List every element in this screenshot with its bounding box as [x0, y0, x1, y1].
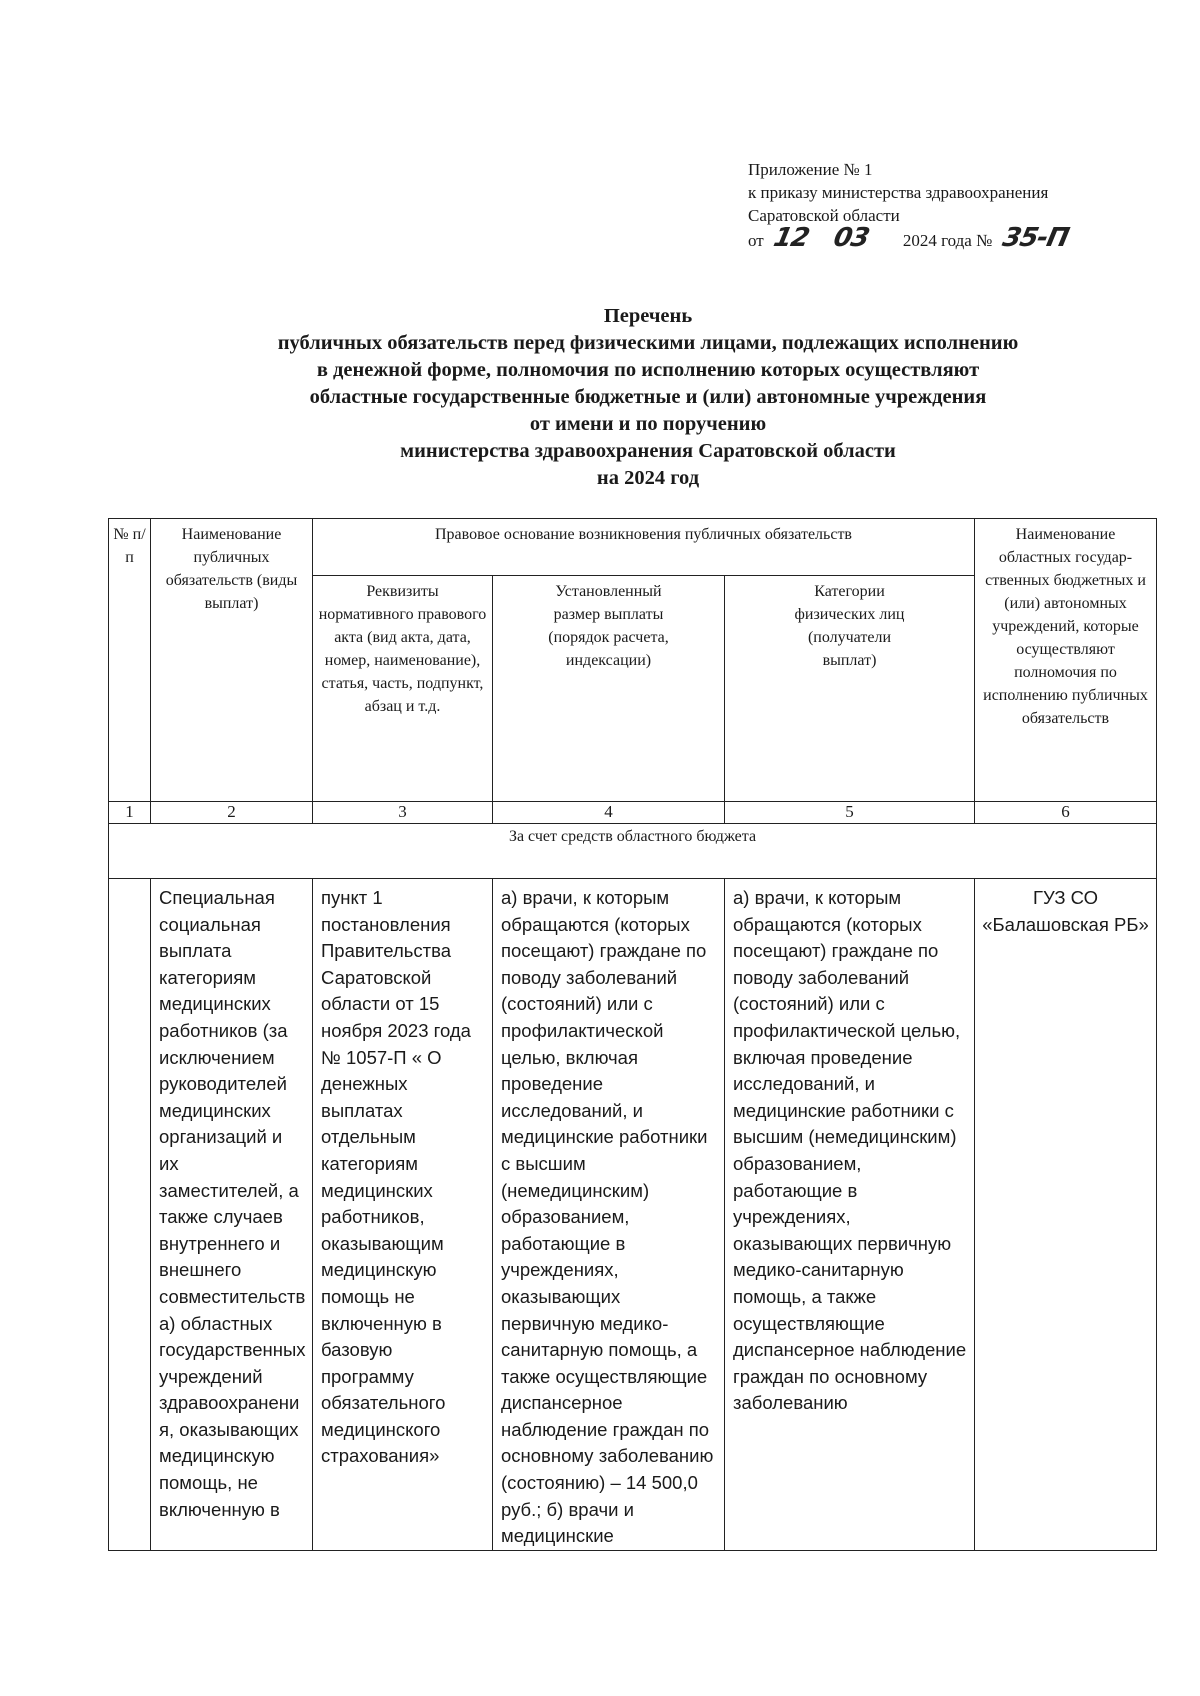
column-number: 5	[725, 802, 975, 824]
appendix-line-3: Саратовской области	[748, 206, 900, 225]
column-number: 2	[151, 802, 313, 824]
header-payment-amount: Установленный размер выплаты (порядок расчета, индексации)	[493, 576, 725, 802]
header-obligation-name: Наименование публичных обязательств (виды выплат)	[151, 519, 313, 802]
handwritten-day: 12	[770, 223, 812, 253]
title-line: областные государственные бюджетные и (или) автономные учреждения	[309, 386, 987, 408]
cell-payment-amount: а) врачи, к которым обращаются (которых посещают) граждане по поводу заболеваний (состояний) или с профилактической целью, включая проведение исследований, и медицинские работники с высшим (немедицинским) образованием, работающие в учреждениях, оказывающих первичную медико-санитарную помощь, а также осуществляющие диспансерное наблюдение граждан по основному заболеванию (состоянию) – 14 500,0 руб.; б) врачи и медицинские	[493, 879, 725, 1551]
title-line: в денежной форме, полномочия по исполнению которых осуществляют	[316, 359, 980, 381]
header-row-1	[109, 519, 1157, 576]
appendix-line-2: к приказу министерства здравоохранения	[748, 183, 1049, 202]
header-recipients: Категории физических лиц (получатели выплат)	[725, 576, 975, 802]
title-line: от имени и по поручению	[529, 413, 767, 435]
header-number: № п/п	[109, 519, 151, 802]
column-number: 6	[975, 802, 1157, 824]
column-number: 3	[313, 802, 493, 824]
table-row	[109, 879, 1157, 1551]
year-text: 2024 года	[902, 231, 972, 250]
header-legal-basis: Правовое основание возникновения публичных обязательств	[313, 519, 975, 576]
column-number: 4	[493, 802, 725, 824]
handwritten-month: 03	[831, 223, 872, 253]
title-line: министерства здравоохранения Саратовской области	[400, 440, 896, 462]
section-title: За счет средств областного бюджета	[109, 824, 1157, 879]
number-label: №	[976, 231, 993, 250]
header-institutions: Наименование областных государ-ственных бюджетных и (или) автономных учреждений, которые осуществляют полномочия по исполнению публичных обязательств	[975, 519, 1157, 802]
cell-institution: ГУЗ СО «Балашовская РБ»	[975, 879, 1157, 1551]
document-title	[200, 303, 1096, 492]
obligations-table	[108, 518, 1157, 1551]
cell-number	[109, 879, 151, 1551]
column-numbers-row	[109, 802, 1157, 824]
cell-recipients: а) врачи, к которым обращаются (которых посещают) граждане по поводу заболеваний (состояний) или с профилактической целью, включая проведение исследований, и медицинские работники с высшим (немедицинским) образованием, работающие в учреждениях, оказывающих первичную медико-санитарную помощь, а также осуществляющие диспансерное наблюдение граждан по основному заболеванию	[725, 879, 975, 1551]
title-line: на 2024 год	[596, 467, 700, 489]
cell-act-details: пункт 1 постановления Правительства Саратовской области от 15 ноября 2023 года № 1057-П « О денежных выплатах отдельным категориям медицинских работников, оказывающим медицинскую помощь не включенную в базовую программу обязательного медицинского страхования»	[313, 879, 493, 1551]
appendix-date-line	[748, 223, 1071, 253]
header-act-details: Реквизиты нормативного правового акта (вид акта, дата, номер, наименование), статья, часть, подпункт, абзац и т.д.	[313, 576, 493, 802]
title-line: публичных обязательств перед физическими лицами, подлежащих исполнению	[277, 332, 1019, 354]
title-line: Перечень	[603, 305, 693, 327]
appendix-line-1: Приложение № 1	[748, 160, 873, 179]
column-number: 1	[109, 802, 151, 824]
cell-obligation-name: Специальная социальная выплата категориям медицинских работников (за исключением руководителей медицинских организаций и их заместителей, а также случаев внутреннего и внешнего совместительства) областных государственных учреждений здравоохранения, оказывающих медицинскую помощь, не включенную в	[151, 879, 313, 1551]
from-label: от	[748, 231, 764, 250]
handwritten-number: 35-П	[999, 223, 1071, 253]
appendix-block	[748, 158, 1071, 253]
section-row	[109, 824, 1157, 879]
